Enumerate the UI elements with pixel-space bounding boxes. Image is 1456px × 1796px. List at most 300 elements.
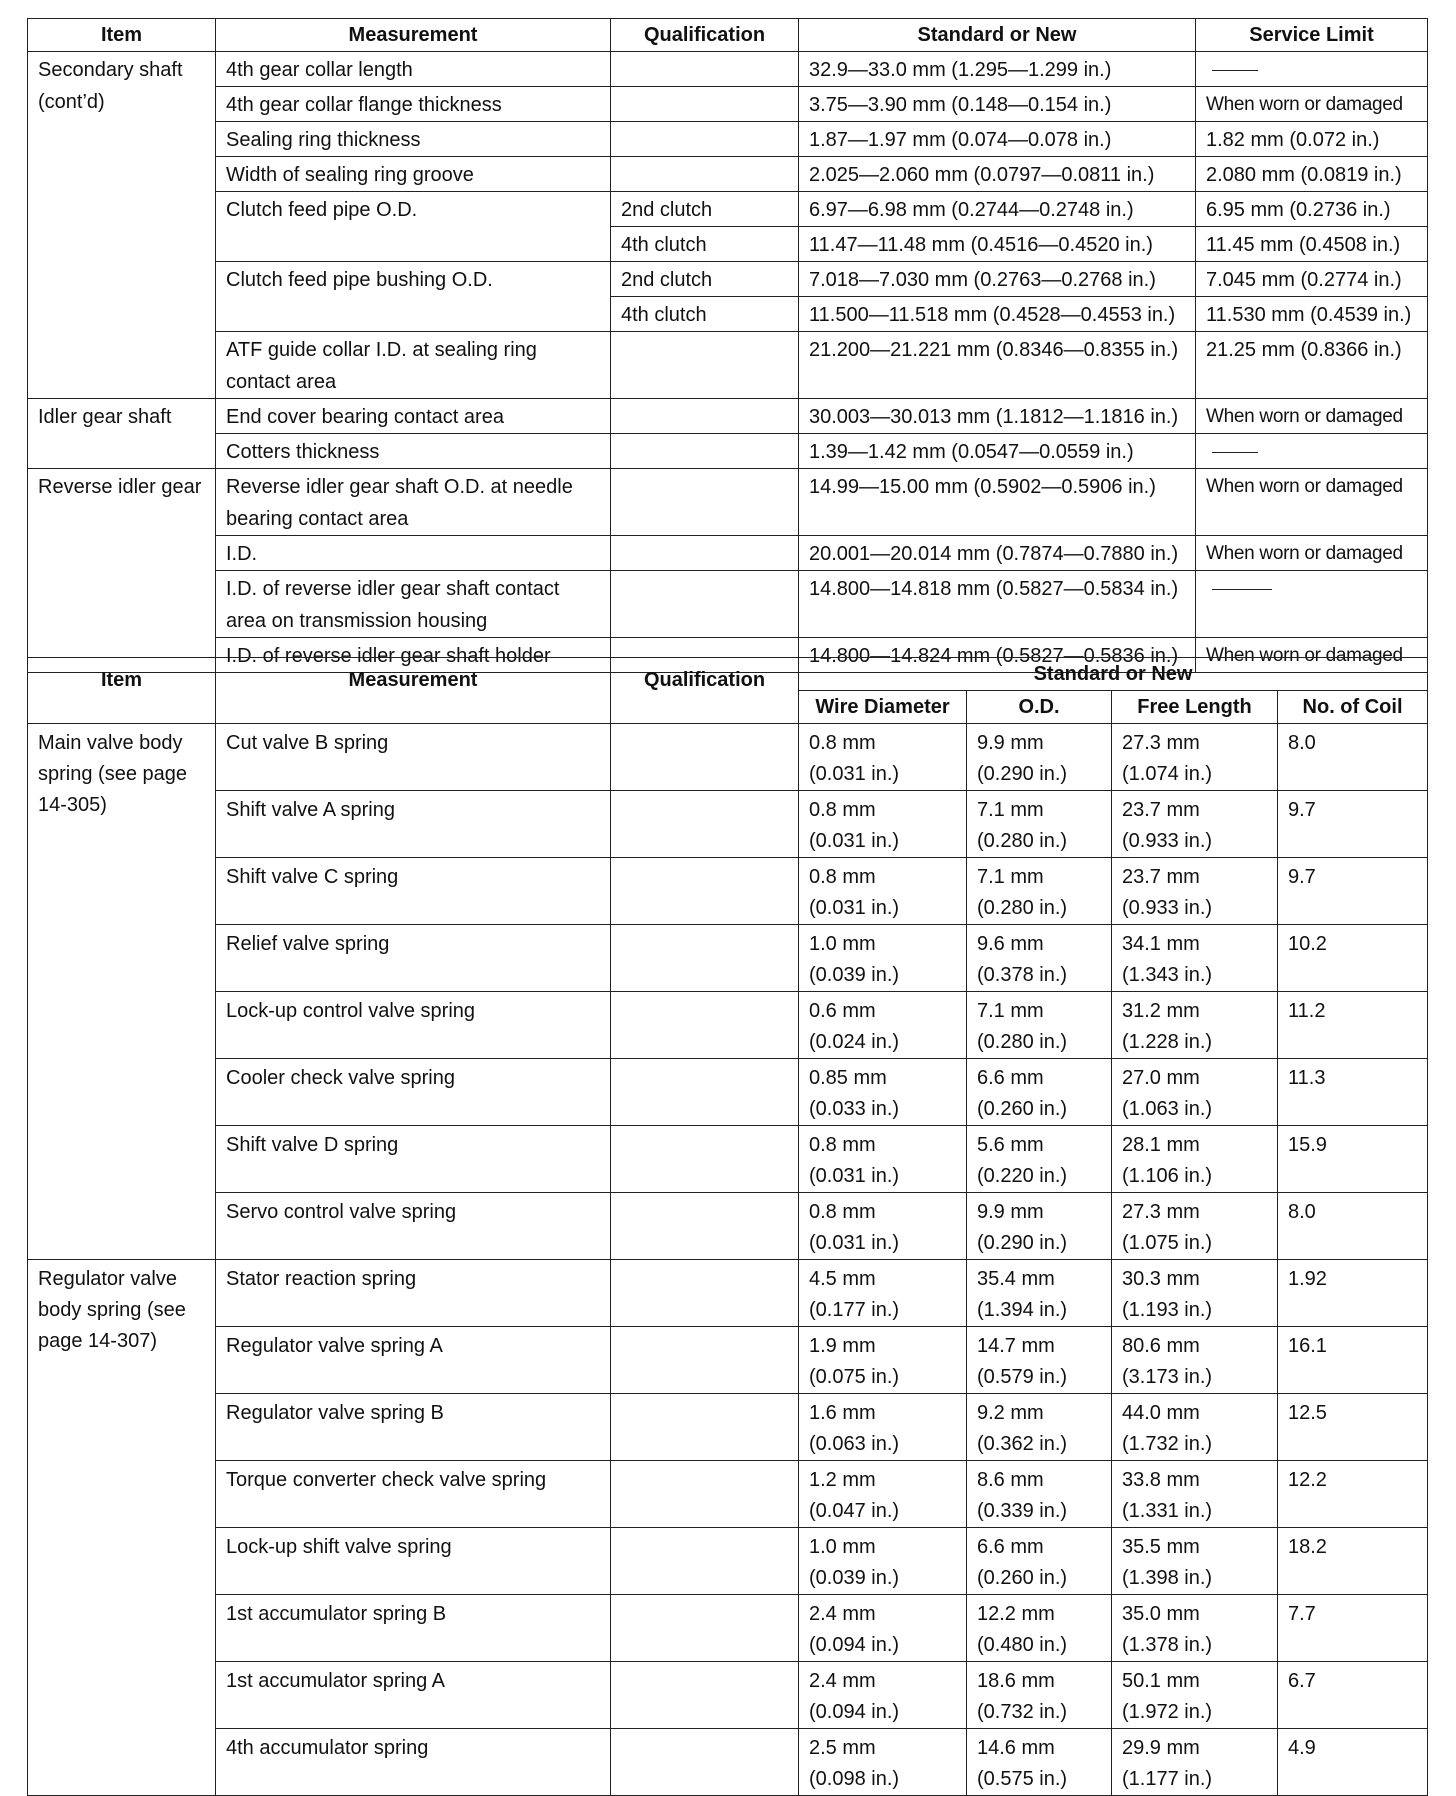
free-length [1112, 992, 1278, 1059]
free-length [1112, 1394, 1278, 1461]
outer-diameter-line: (0.290 in.) [977, 763, 1068, 785]
table-row [28, 52, 1428, 87]
standard-cell: 21.200—21.221 mm (0.8346—0.8355 in.) [799, 332, 1196, 399]
wire-diameter [799, 1729, 967, 1796]
free-length-line: (1.193 in.) [1122, 1299, 1213, 1321]
spring-name: Relief valve spring [216, 925, 611, 992]
measurement-cell: Reverse idler gear shaft O.D. at needle bearing contact area [216, 469, 611, 536]
table-row [28, 434, 1428, 469]
spring-name: Torque converter check valve spring [216, 1461, 611, 1528]
qualification-cell [611, 469, 799, 536]
outer-diameter-line: (0.220 in.) [977, 1165, 1068, 1187]
spring-row [28, 791, 1428, 858]
outer-diameter [967, 1059, 1112, 1126]
measurement-cell: End cover bearing contact area [216, 399, 611, 434]
outer-diameter-line: (0.280 in.) [977, 897, 1068, 919]
free-length-line: 80.6 mm [1122, 1335, 1200, 1357]
spring-row [28, 1193, 1428, 1260]
wire-diameter [799, 1193, 967, 1260]
spring-name: Lock-up control valve spring [216, 992, 611, 1059]
free-length [1112, 1662, 1278, 1729]
outer-diameter-line: 35.4 mm [977, 1268, 1055, 1290]
coil-count: 9.7 [1278, 858, 1428, 925]
wire-diameter [799, 1126, 967, 1193]
qualification-cell [611, 52, 799, 87]
free-length-line: 34.1 mm [1122, 933, 1200, 955]
dash-mark [1212, 589, 1272, 590]
standard-cell: 20.001—20.014 mm (0.7874—0.7880 in.) [799, 536, 1196, 571]
wire-diameter-line: 0.8 mm [809, 866, 876, 888]
free-length-line: (1.228 in.) [1122, 1031, 1213, 1053]
outer-diameter [967, 1394, 1112, 1461]
free-length [1112, 1327, 1278, 1394]
outer-diameter-line: 9.9 mm [977, 1201, 1044, 1223]
qualification-cell [611, 157, 799, 192]
outer-diameter-line: 14.7 mm [977, 1335, 1055, 1357]
wire-diameter [799, 1059, 967, 1126]
outer-diameter-line: (0.260 in.) [977, 1567, 1068, 1589]
wire-diameter-line: (0.063 in.) [809, 1433, 900, 1455]
wire-diameter-line: (0.094 in.) [809, 1701, 900, 1723]
header-item: Item [28, 658, 216, 724]
qualification-cell [611, 399, 799, 434]
wire-diameter-line: (0.031 in.) [809, 897, 900, 919]
free-length-line: 27.3 mm [1122, 732, 1200, 754]
wire-diameter-line: 0.8 mm [809, 1201, 876, 1223]
qualification-cell [611, 992, 799, 1059]
service-limit-cell [1196, 52, 1428, 87]
spring-name: Lock-up shift valve spring [216, 1528, 611, 1595]
wire-diameter-line: 2.5 mm [809, 1737, 876, 1759]
spring-name: Shift valve D spring [216, 1126, 611, 1193]
wire-diameter-line: 1.6 mm [809, 1402, 876, 1424]
free-length-line: 33.8 mm [1122, 1469, 1200, 1491]
qualification-cell: 4th clutch [611, 297, 799, 332]
coil-count: 11.3 [1278, 1059, 1428, 1126]
header-row [28, 658, 1428, 691]
wire-diameter-line: 1.9 mm [809, 1335, 876, 1357]
service-limit-cell: 6.95 mm (0.2736 in.) [1196, 192, 1428, 227]
wire-diameter-line: (0.031 in.) [809, 763, 900, 785]
spring-name: Servo control valve spring [216, 1193, 611, 1260]
wire-diameter-line: (0.177 in.) [809, 1299, 900, 1321]
outer-diameter-line: (0.280 in.) [977, 1031, 1068, 1053]
spring-row [28, 925, 1428, 992]
wire-diameter-line: 0.8 mm [809, 799, 876, 821]
outer-diameter-line: (0.339 in.) [977, 1500, 1068, 1522]
free-length-line: 27.0 mm [1122, 1067, 1200, 1089]
spring-name: 4th accumulator spring [216, 1729, 611, 1796]
spring-row [28, 1126, 1428, 1193]
outer-diameter-line: (0.575 in.) [977, 1768, 1068, 1790]
standard-cell: 6.97—6.98 mm (0.2744—0.2748 in.) [799, 192, 1196, 227]
free-length-line: (0.933 in.) [1122, 897, 1213, 919]
standard-cell: 3.75—3.90 mm (0.148—0.154 in.) [799, 87, 1196, 122]
group-item-idler-gear-shaft: Idler gear shaft [28, 399, 216, 469]
wire-diameter-line: 1.0 mm [809, 1536, 876, 1558]
outer-diameter-line: 6.6 mm [977, 1067, 1044, 1089]
wire-diameter-line: 2.4 mm [809, 1603, 876, 1625]
outer-diameter-line: (0.290 in.) [977, 1232, 1068, 1254]
spring-row [28, 1595, 1428, 1662]
specs-table-springs [27, 657, 1428, 1796]
service-limit-cell: 7.045 mm (0.2774 in.) [1196, 262, 1428, 297]
outer-diameter-line: 5.6 mm [977, 1134, 1044, 1156]
qualification-cell [611, 1662, 799, 1729]
outer-diameter-line: 8.6 mm [977, 1469, 1044, 1491]
spring-row [28, 1662, 1428, 1729]
free-length-line: (1.378 in.) [1122, 1634, 1213, 1656]
outer-diameter-line: (0.378 in.) [977, 964, 1068, 986]
header-measurement: Measurement [216, 658, 611, 724]
service-limit-cell: When worn or damaged [1196, 469, 1428, 536]
outer-diameter [967, 1126, 1112, 1193]
spring-name: Regulator valve spring A [216, 1327, 611, 1394]
standard-cell: 14.800—14.818 mm (0.5827—0.5834 in.) [799, 571, 1196, 638]
qualification-cell [611, 434, 799, 469]
standard-cell: 1.39—1.42 mm (0.0547—0.0559 in.) [799, 434, 1196, 469]
service-limit-cell: When worn or damaged [1196, 87, 1428, 122]
coil-count: 12.5 [1278, 1394, 1428, 1461]
measurement-cell: Clutch feed pipe O.D. [216, 192, 611, 262]
free-length-line: (1.343 in.) [1122, 964, 1213, 986]
wire-diameter-line: (0.094 in.) [809, 1634, 900, 1656]
spring-name: Shift valve C spring [216, 858, 611, 925]
table-row [28, 571, 1428, 638]
qualification-cell: 2nd clutch [611, 262, 799, 297]
free-length-line: (1.331 in.) [1122, 1500, 1213, 1522]
outer-diameter [967, 724, 1112, 791]
service-limit-cell: 21.25 mm (0.8366 in.) [1196, 332, 1428, 399]
wire-diameter [799, 791, 967, 858]
qualification-cell [611, 1394, 799, 1461]
coil-count: 11.2 [1278, 992, 1428, 1059]
coil-count: 6.7 [1278, 1662, 1428, 1729]
wire-diameter [799, 1327, 967, 1394]
qualification-cell [611, 536, 799, 571]
service-limit-cell: When worn or damaged [1196, 399, 1428, 434]
coil-count: 7.7 [1278, 1595, 1428, 1662]
standard-cell: 11.500—11.518 mm (0.4528—0.4553 in.) [799, 297, 1196, 332]
wire-diameter-line: (0.075 in.) [809, 1366, 900, 1388]
qualification-cell [611, 1595, 799, 1662]
outer-diameter [967, 858, 1112, 925]
spring-row [28, 1394, 1428, 1461]
free-length-line: 30.3 mm [1122, 1268, 1200, 1290]
outer-diameter-line: 18.6 mm [977, 1670, 1055, 1692]
outer-diameter-line: (0.579 in.) [977, 1366, 1068, 1388]
wire-diameter [799, 724, 967, 791]
measurement-cell: 4th gear collar length [216, 52, 611, 87]
qualification-cell: 2nd clutch [611, 192, 799, 227]
spring-name: 1st accumulator spring A [216, 1662, 611, 1729]
free-length-line: (1.106 in.) [1122, 1165, 1213, 1187]
spring-row [28, 1327, 1428, 1394]
spring-row [28, 1461, 1428, 1528]
qualification-cell [611, 724, 799, 791]
qualification-cell: 4th clutch [611, 227, 799, 262]
service-limit-cell: When worn or damaged [1196, 536, 1428, 571]
wire-diameter [799, 925, 967, 992]
free-length-line: 27.3 mm [1122, 1201, 1200, 1223]
header-service-limit: Service Limit [1196, 19, 1428, 52]
header-qualification: Qualification [611, 19, 799, 52]
outer-diameter [967, 1327, 1112, 1394]
wire-diameter-line: (0.098 in.) [809, 1768, 900, 1790]
qualification-cell [611, 332, 799, 399]
coil-count: 9.7 [1278, 791, 1428, 858]
free-length-line: 29.9 mm [1122, 1737, 1200, 1759]
standard-cell: 32.9—33.0 mm (1.295—1.299 in.) [799, 52, 1196, 87]
service-limit-cell [1196, 571, 1428, 638]
service-limit-cell: 11.45 mm (0.4508 in.) [1196, 227, 1428, 262]
qualification-cell [611, 858, 799, 925]
coil-count: 8.0 [1278, 1193, 1428, 1260]
free-length-line: (1.075 in.) [1122, 1232, 1213, 1254]
spring-row [28, 858, 1428, 925]
standard-cell: 7.018—7.030 mm (0.2763—0.2768 in.) [799, 262, 1196, 297]
specs-table-shafts [27, 18, 1428, 673]
header-wire-diameter: Wire Diameter [799, 691, 967, 724]
spring-name: 1st accumulator spring B [216, 1595, 611, 1662]
spring-row [28, 1260, 1428, 1327]
outer-diameter [967, 1595, 1112, 1662]
wire-diameter [799, 1528, 967, 1595]
outer-diameter-line: 14.6 mm [977, 1737, 1055, 1759]
free-length-line: (0.933 in.) [1122, 830, 1213, 852]
wire-diameter [799, 858, 967, 925]
header-standard: Standard or New [799, 658, 1428, 691]
header-item: Item [28, 19, 216, 52]
free-length [1112, 1193, 1278, 1260]
measurement-cell: Clutch feed pipe bushing O.D. [216, 262, 611, 332]
free-length-line: (1.177 in.) [1122, 1768, 1213, 1790]
outer-diameter [967, 1528, 1112, 1595]
coil-count: 16.1 [1278, 1327, 1428, 1394]
wire-diameter-line: (0.047 in.) [809, 1500, 900, 1522]
outer-diameter-line: (0.362 in.) [977, 1433, 1068, 1455]
header-free-length: Free Length [1112, 691, 1278, 724]
coil-count: 8.0 [1278, 724, 1428, 791]
header-no-of-coil: No. of Coil [1278, 691, 1428, 724]
outer-diameter [967, 1193, 1112, 1260]
free-length-line: (3.173 in.) [1122, 1366, 1213, 1388]
coil-count: 18.2 [1278, 1528, 1428, 1595]
coil-count: 4.9 [1278, 1729, 1428, 1796]
header-measurement: Measurement [216, 19, 611, 52]
coil-count: 10.2 [1278, 925, 1428, 992]
service-limit-cell: 11.530 mm (0.4539 in.) [1196, 297, 1428, 332]
free-length-line: (1.972 in.) [1122, 1701, 1213, 1723]
qualification-cell [611, 791, 799, 858]
free-length-line: 23.7 mm [1122, 866, 1200, 888]
qualification-cell [611, 1528, 799, 1595]
free-length [1112, 1461, 1278, 1528]
table-row [28, 469, 1428, 536]
wire-diameter-line: (0.031 in.) [809, 830, 900, 852]
outer-diameter-line: 9.2 mm [977, 1402, 1044, 1424]
free-length-line: 31.2 mm [1122, 1000, 1200, 1022]
wire-diameter-line: 0.85 mm [809, 1067, 887, 1089]
wire-diameter-line: 4.5 mm [809, 1268, 876, 1290]
outer-diameter [967, 992, 1112, 1059]
table-row [28, 332, 1428, 399]
header-qualification: Qualification [611, 658, 799, 724]
qualification-cell [611, 122, 799, 157]
spring-name: Cut valve B spring [216, 724, 611, 791]
free-length [1112, 1729, 1278, 1796]
table-row [28, 87, 1428, 122]
group-item-reverse-idler-gear: Reverse idler gear [28, 469, 216, 673]
outer-diameter [967, 1461, 1112, 1528]
standard-cell: 14.800—14.824 mm (0.5827—0.5836 in.) [799, 638, 1196, 673]
dash-mark [1212, 452, 1258, 453]
measurement-cell: 4th gear collar flange thickness [216, 87, 611, 122]
qualification-cell [611, 1729, 799, 1796]
outer-diameter-line: 9.9 mm [977, 732, 1044, 754]
table-row [28, 192, 1428, 227]
free-length-line: (1.398 in.) [1122, 1567, 1213, 1589]
wire-diameter [799, 1260, 967, 1327]
qualification-cell [611, 1327, 799, 1394]
outer-diameter-line: 7.1 mm [977, 1000, 1044, 1022]
qualification-cell [611, 1059, 799, 1126]
free-length [1112, 1059, 1278, 1126]
outer-diameter-line: (0.280 in.) [977, 830, 1068, 852]
outer-diameter [967, 791, 1112, 858]
wire-diameter [799, 1461, 967, 1528]
wire-diameter-line: 0.6 mm [809, 1000, 876, 1022]
free-length-line: 23.7 mm [1122, 799, 1200, 821]
qualification-cell [611, 87, 799, 122]
standard-cell: 11.47—11.48 mm (0.4516—0.4520 in.) [799, 227, 1196, 262]
service-limit-cell: When worn or damaged [1196, 638, 1428, 673]
free-length-line: 28.1 mm [1122, 1134, 1200, 1156]
wire-diameter-line: 1.2 mm [809, 1469, 876, 1491]
service-limit-cell: 2.080 mm (0.0819 in.) [1196, 157, 1428, 192]
service-limit-cell [1196, 434, 1428, 469]
outer-diameter [967, 1662, 1112, 1729]
qualification-cell [611, 571, 799, 638]
free-length-line: 50.1 mm [1122, 1670, 1200, 1692]
wire-diameter [799, 1394, 967, 1461]
free-length [1112, 791, 1278, 858]
spring-row [28, 1729, 1428, 1796]
qualification-cell [611, 1260, 799, 1327]
wire-diameter-line: (0.033 in.) [809, 1098, 900, 1120]
free-length [1112, 1260, 1278, 1327]
spring-name: Regulator valve spring B [216, 1394, 611, 1461]
free-length-line: 35.0 mm [1122, 1603, 1200, 1625]
wire-diameter-line: (0.031 in.) [809, 1232, 900, 1254]
qualification-cell [611, 1461, 799, 1528]
wire-diameter-line: (0.039 in.) [809, 1567, 900, 1589]
standard-cell: 30.003—30.013 mm (1.1812—1.1816 in.) [799, 399, 1196, 434]
table-row [28, 536, 1428, 571]
group-item-secondary-shaft: Secondary shaft (cont’d) [28, 52, 216, 399]
free-length-line: 35.5 mm [1122, 1536, 1200, 1558]
wire-diameter-line: 2.4 mm [809, 1670, 876, 1692]
group-item-main-valve-body-spring: Main valve body spring (see page 14-305) [28, 724, 216, 1260]
free-length-line: 44.0 mm [1122, 1402, 1200, 1424]
service-limit-cell: 1.82 mm (0.072 in.) [1196, 122, 1428, 157]
qualification-cell [611, 1126, 799, 1193]
spring-row [28, 992, 1428, 1059]
header-standard: Standard or New [799, 19, 1196, 52]
coil-count: 15.9 [1278, 1126, 1428, 1193]
standard-cell: 1.87—1.97 mm (0.074—0.078 in.) [799, 122, 1196, 157]
outer-diameter-line: (1.394 in.) [977, 1299, 1068, 1321]
dash-mark [1212, 70, 1258, 71]
free-length-line: (1.732 in.) [1122, 1433, 1213, 1455]
outer-diameter-line: (0.260 in.) [977, 1098, 1068, 1120]
wire-diameter-line: (0.039 in.) [809, 964, 900, 986]
measurement-cell: I.D. [216, 536, 611, 571]
measurement-cell: ATF guide collar I.D. at sealing ring contact area [216, 332, 611, 399]
coil-count: 12.2 [1278, 1461, 1428, 1528]
outer-diameter-line: 12.2 mm [977, 1603, 1055, 1625]
free-length [1112, 1528, 1278, 1595]
outer-diameter-line: 6.6 mm [977, 1536, 1044, 1558]
wire-diameter-line: 0.8 mm [809, 732, 876, 754]
table-row [28, 399, 1428, 434]
outer-diameter-line: 9.6 mm [977, 933, 1044, 955]
qualification-cell [611, 1193, 799, 1260]
coil-count: 1.92 [1278, 1260, 1428, 1327]
header-row [28, 19, 1428, 52]
outer-diameter [967, 925, 1112, 992]
spring-row [28, 1059, 1428, 1126]
measurement-cell: Sealing ring thickness [216, 122, 611, 157]
wire-diameter-line: (0.024 in.) [809, 1031, 900, 1053]
table-row [28, 262, 1428, 297]
outer-diameter [967, 1729, 1112, 1796]
measurement-cell: I.D. of reverse idler gear shaft holder [216, 638, 611, 673]
wire-diameter [799, 1595, 967, 1662]
wire-diameter [799, 1662, 967, 1729]
table-row [28, 157, 1428, 192]
outer-diameter [967, 1260, 1112, 1327]
spring-row [28, 724, 1428, 791]
wire-diameter-line: (0.031 in.) [809, 1165, 900, 1187]
wire-diameter-line: 1.0 mm [809, 933, 876, 955]
wire-diameter-line: 0.8 mm [809, 1134, 876, 1156]
measurement-cell: I.D. of reverse idler gear shaft contact area on transmission housing [216, 571, 611, 638]
spring-name: Stator reaction spring [216, 1260, 611, 1327]
outer-diameter-line: 7.1 mm [977, 799, 1044, 821]
free-length [1112, 1126, 1278, 1193]
free-length [1112, 724, 1278, 791]
standard-cell: 2.025—2.060 mm (0.0797—0.0811 in.) [799, 157, 1196, 192]
measurement-cell: Width of sealing ring groove [216, 157, 611, 192]
spring-row [28, 1528, 1428, 1595]
group-item-regulator-valve-body-spring: Regulator valve body spring (see page 14-307) [28, 1260, 216, 1796]
free-length-line: (1.074 in.) [1122, 763, 1213, 785]
qualification-cell [611, 925, 799, 992]
spring-name: Cooler check valve spring [216, 1059, 611, 1126]
header-od: O.D. [967, 691, 1112, 724]
measurement-cell: Cotters thickness [216, 434, 611, 469]
outer-diameter-line: 7.1 mm [977, 866, 1044, 888]
outer-diameter-line: (0.480 in.) [977, 1634, 1068, 1656]
free-length [1112, 925, 1278, 992]
standard-cell: 14.99—15.00 mm (0.5902—0.5906 in.) [799, 469, 1196, 536]
free-length-line: (1.063 in.) [1122, 1098, 1213, 1120]
wire-diameter [799, 992, 967, 1059]
outer-diameter-line: (0.732 in.) [977, 1701, 1068, 1723]
free-length [1112, 858, 1278, 925]
free-length [1112, 1595, 1278, 1662]
